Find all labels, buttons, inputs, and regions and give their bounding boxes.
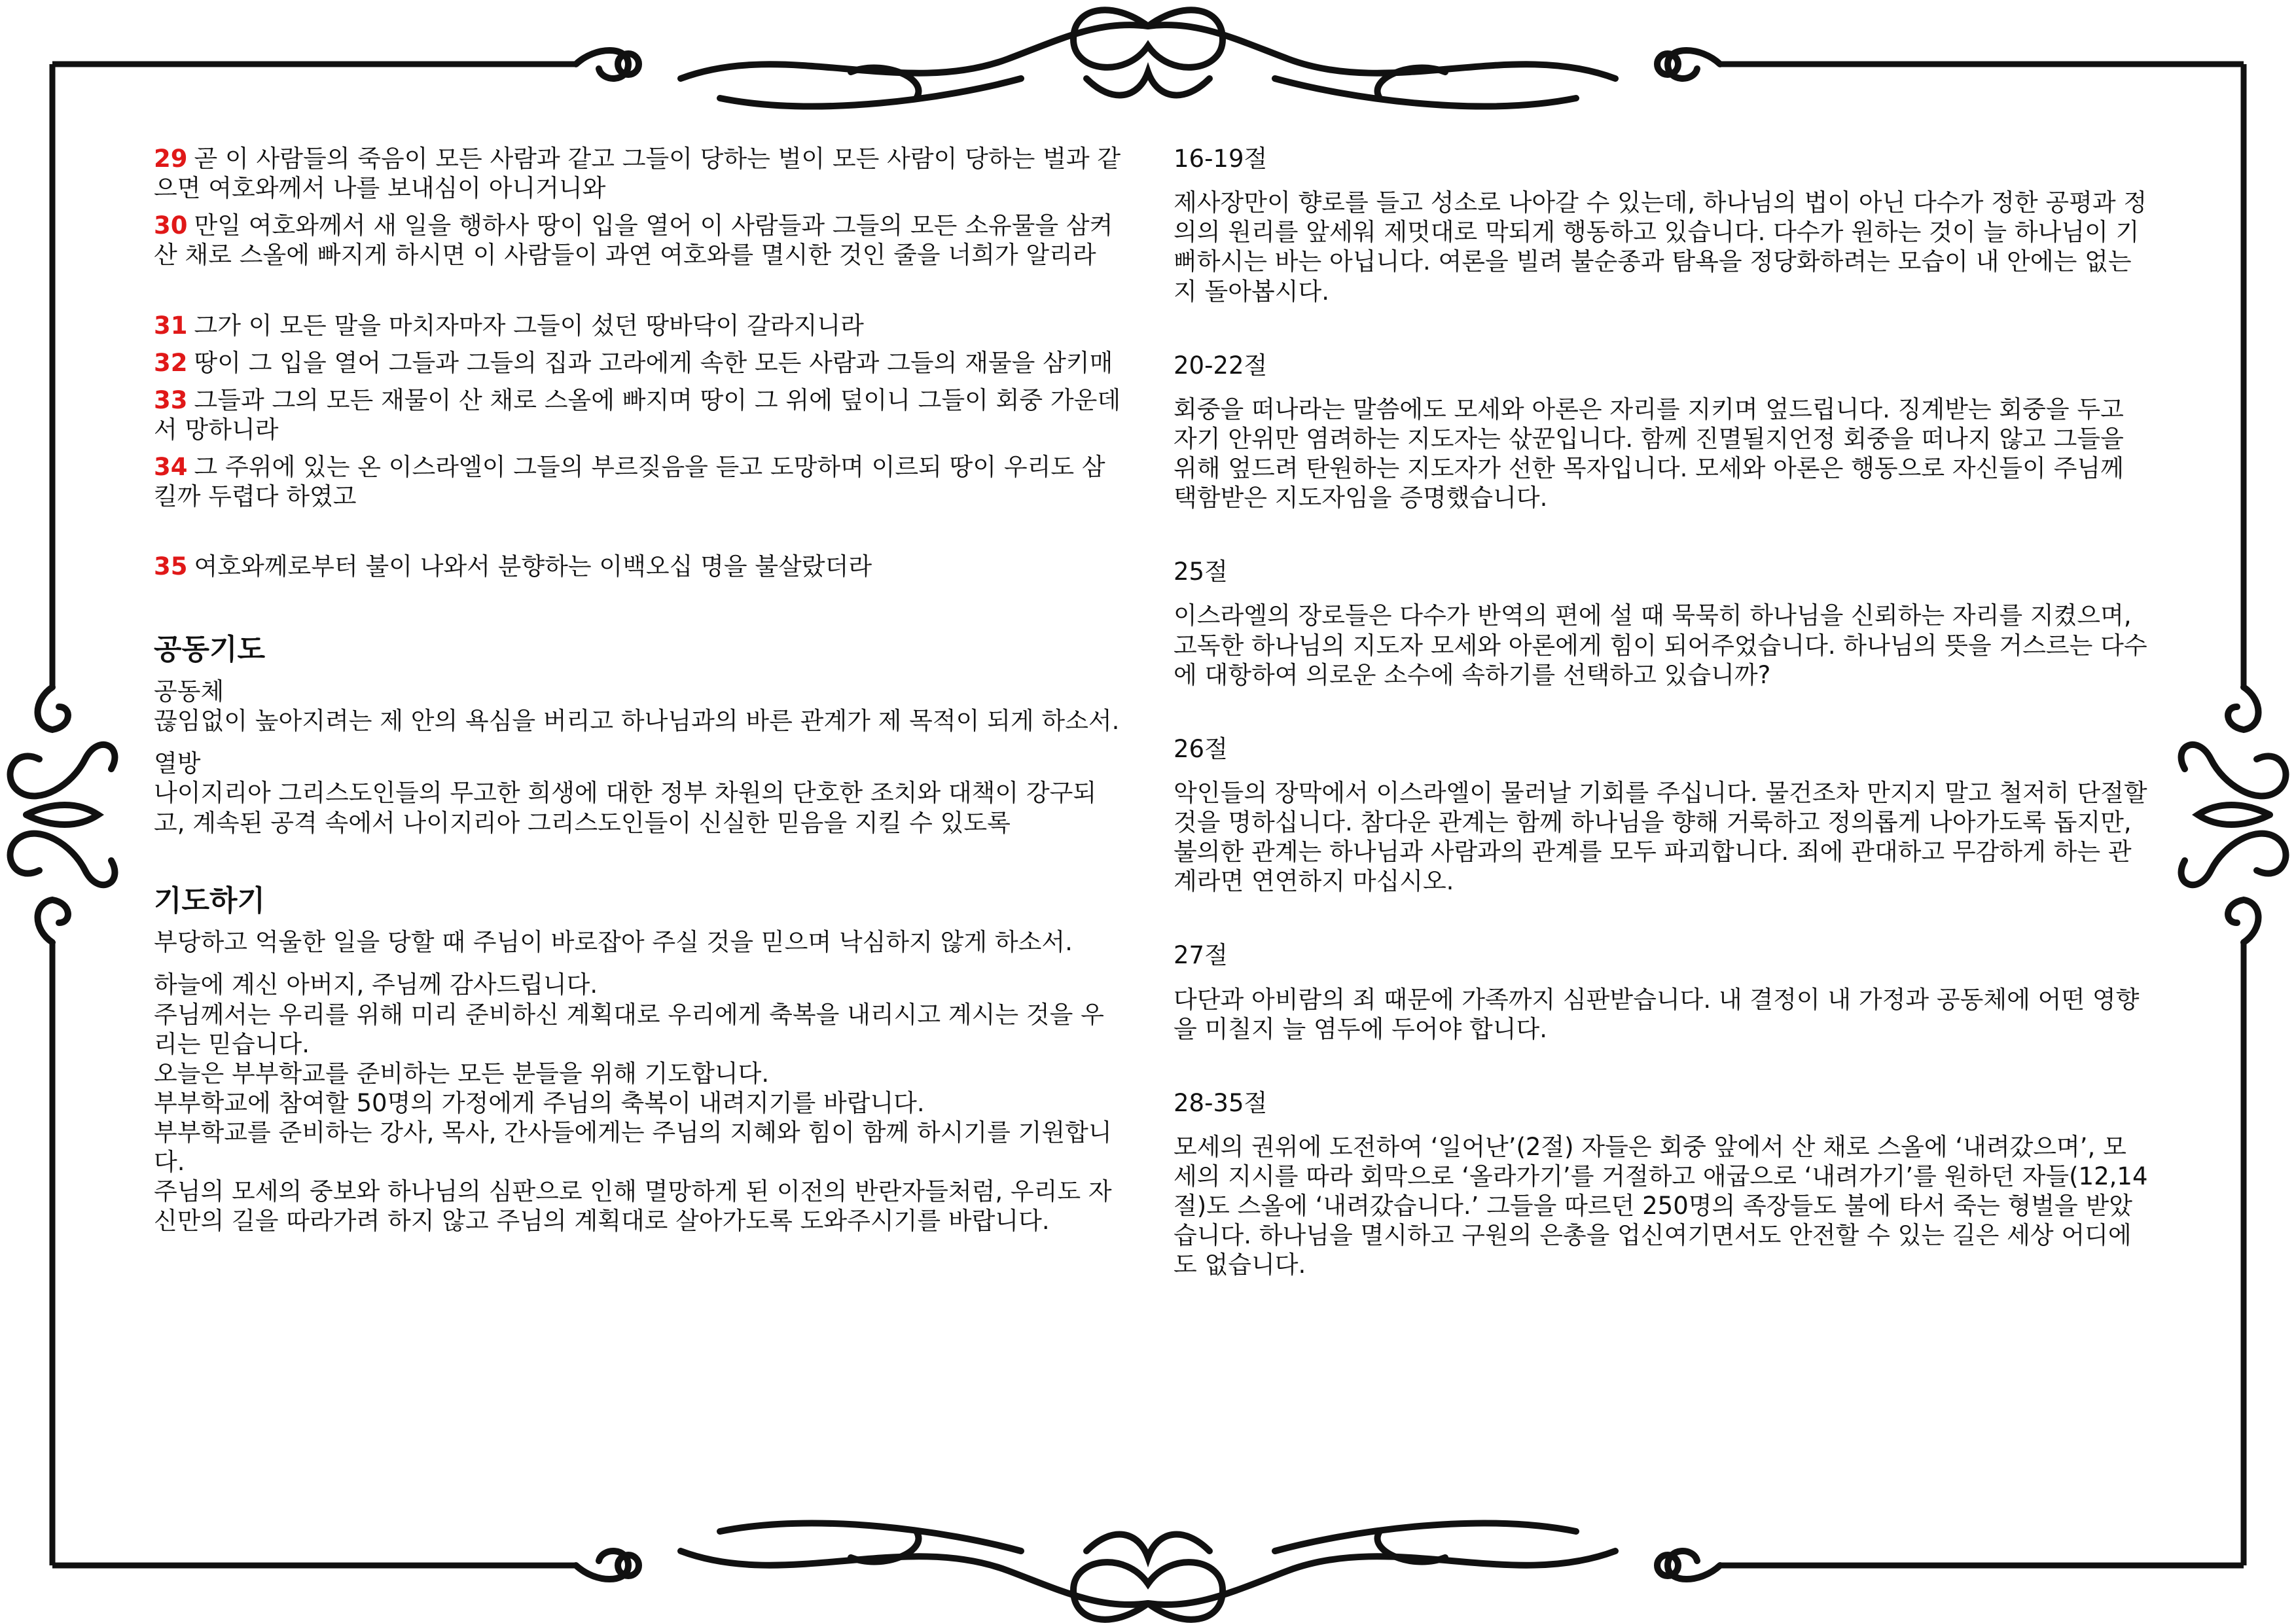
verse-number: 33 xyxy=(154,385,188,414)
verse-29 xyxy=(154,144,1122,203)
commentary-text: 다단과 아비람의 죄 때문에 가족까지 심판받습니다. 내 결정이 내 가정과 공동체에 어떤 영향을 미칠지 늘 염두에 두어야 합니다. xyxy=(1174,985,2140,1043)
right-column xyxy=(1174,144,2149,1325)
commentary-label: 26절 xyxy=(1174,734,1228,763)
community-label: 공동체 xyxy=(154,677,224,706)
verse-33 xyxy=(154,385,1122,444)
verse-number: 31 xyxy=(154,311,188,340)
commentary-label: 20-22절 xyxy=(1174,351,1268,380)
verse-text: 그가 이 모든 말을 마치자마자 그들이 섰던 땅바닥이 갈라지니라 xyxy=(194,311,864,340)
bottom-flourish-icon xyxy=(576,1524,1720,1620)
common-prayer-heading: 공동기도 xyxy=(154,633,266,667)
verse-30 xyxy=(154,211,1122,270)
verse-text: 그들과 그의 모든 재물이 산 채로 스올에 빠지며 땅이 그 위에 덮이니 그들이 회중 가운데서 망하니라 xyxy=(154,385,1121,444)
verse-text: 그 주위에 있는 온 이스라엘이 그들의 부르짖음을 듣고 도망하며 이르되 땅이 우리도 삼킬까 두렵다 하였고 xyxy=(154,453,1105,511)
commentary-label: 16-19절 xyxy=(1174,145,1268,173)
commentary-label: 25절 xyxy=(1174,558,1228,586)
verse-text: 땅이 그 입을 열어 그들과 그들의 집과 고라에게 속한 모든 사람과 그들의 재물을 삼키매 xyxy=(194,348,1113,377)
prayer-line: 주님께서는 우리를 위해 미리 준비하신 계획대로 우리에게 축복을 내리시고 계시는 것을 우리는 믿습니다. xyxy=(154,1000,1104,1058)
prayer-line: 오늘은 부부학교를 준비하는 모든 분들을 위해 기도합니다. xyxy=(154,1059,770,1088)
verse-31 xyxy=(154,311,1122,340)
verse-number: 30 xyxy=(154,211,188,240)
right-flourish-icon xyxy=(2181,687,2286,942)
verse-text: 곧 이 사람들의 죽음이 모든 사람과 같고 그들이 당하는 벌이 모든 사람이 당하는 벌과 같으면 여호와께서 나를 보내심이 아니거니와 xyxy=(154,145,1121,203)
nations-text: 나이지리아 그리스도인들의 무고한 희생에 대한 정부 차원의 단호한 조치와 대책이 강구되고, 계속된 공격 속에서 나이지리아 그리스도인들이 신실한 믿음을 지킬 수 있도록 xyxy=(154,779,1097,837)
prayer-line: 주님의 모세의 중보와 하나님의 심판으로 인해 멸망하게 된 이전의 반란자들처럼, 우리도 자신만의 길을 따라가려 하지 않고 주님의 계획대로 살아가도록 도와주시기를 바랍니다. xyxy=(154,1177,1112,1236)
verse-text: 여호와께로부터 불이 나와서 분향하는 이백오십 명을 불살랐더라 xyxy=(194,552,872,581)
verse-text: 만일 여호와께서 새 일을 행하사 땅이 입을 열어 이 사람들과 그들의 모든 소유물을 삼켜 산 채로 스올에 빠지게 하시면 이 사람들이 과연 여호와를 멸시한 것인 줄을 너희가 알리라 xyxy=(154,211,1113,270)
verse-number: 32 xyxy=(154,348,188,377)
verse-34 xyxy=(154,452,1122,511)
prayer-intro: 부당하고 억울한 일을 당할 때 주님이 바로잡아 주실 것을 믿으며 낙심하지 않게 하소서. xyxy=(154,928,1073,957)
commentary-label: 27절 xyxy=(1174,941,1228,970)
prayer-line: 부부학교에 참여할 50명의 가정에게 주님의 축복이 내려지기를 바랍니다. xyxy=(154,1088,925,1117)
verse-number: 29 xyxy=(154,145,188,173)
prayer-line: 부부학교를 준비하는 강사, 목사, 간사들에게는 주님의 지혜와 힘이 함께 하시기를 기원합니다. xyxy=(154,1118,1112,1177)
commentary-text: 이스라엘의 장로들은 다수가 반역의 편에 설 때 묵묵히 하나님을 신뢰하는 자리를 지켰으며, 고독한 하나님의 지도자 모세와 아론에게 힘이 되어주었습니다. 하나님의 뜻을 거스르는 다수에 대항하여 의로운 소수에 속하기를 선택하고 있습니까? xyxy=(1174,601,2147,689)
nations-label: 열방 xyxy=(154,749,201,778)
top-flourish-icon xyxy=(576,10,1720,106)
left-column xyxy=(154,144,1122,1236)
community-text: 끊임없이 높아지려는 제 안의 욕심을 버리고 하나님과의 바른 관계가 제 목적이 되게 하소서. xyxy=(154,707,1120,736)
verse-number: 34 xyxy=(154,453,188,481)
commentary-label: 28-35절 xyxy=(1174,1088,1268,1117)
commentary-text: 제사장만이 향로를 들고 성소로 나아갈 수 있는데, 하나님의 법이 아닌 다수가 정한 공평과 정의의 원리를 앞세워 제멋대로 막되게 행동하고 있습니다. 다수가 원하는 것이 늘 하나님이 기뻐하시는 바는 아닙니다. 여론을 빌려 불순종과 탐욕을 정당화하려는 모습이 내 안에는 없는지 돌아봅시다. xyxy=(1174,188,2147,306)
commentary-text: 모세의 권위에 도전하여 ‘일어난’(2절) 자들은 회중 앞에서 산 채로 스올에 ‘내려갔으며’, 모세의 지시를 따라 회막으로 ‘올라가기’를 거절하고 애굽으로 ‘내려가기’를 원하던 자들(12,14절)도 스올에 ‘내려갔습니다.’ 그들을 따르던 250명의 족장들도 불에 타서 죽는 형벌을 받았습니다. 하나님을 멸시하고 구원의 은총을 업신여기면서도 안전할 수 있는 길은 세상 어디에도 없습니다. xyxy=(1174,1132,2148,1279)
verse-number: 35 xyxy=(154,552,188,581)
left-flourish-icon xyxy=(10,687,115,942)
prayer-heading: 기도하기 xyxy=(154,883,266,918)
commentary-text: 회중을 떠나라는 말씀에도 모세와 아론은 자리를 지키며 엎드립니다. 징계받는 회중을 두고 자기 안위만 염려하는 지도자는 삯꾼입니다. 함께 진멸될지언정 회중을 떠나지 않고 그들을 위해 엎드려 탄원하는 지도자가 선한 목자입니다. 모세와 아론은 행동으로 자신들이 주님께 택함받은 지도자임을 증명했습니다. xyxy=(1174,395,2124,512)
verse-35 xyxy=(154,552,1122,581)
prayer-line: 하늘에 계신 아버지, 주님께 감사드립니다. xyxy=(154,971,598,999)
verse-32 xyxy=(154,348,1122,378)
commentary-text: 악인들의 장막에서 이스라엘이 물러날 기회를 주십니다. 물건조차 만지지 말고 철저히 단절할 것을 명하십니다. 참다운 관계는 함께 하나님을 향해 거룩하고 정의롭게 나아가도록 돕지만, 불의한 관계는 하나님과 사람과의 관계를 모두 파괴합니다. 죄에 관대하고 무감하게 하는 관계라면 연연하지 마십시오. xyxy=(1174,778,2147,896)
